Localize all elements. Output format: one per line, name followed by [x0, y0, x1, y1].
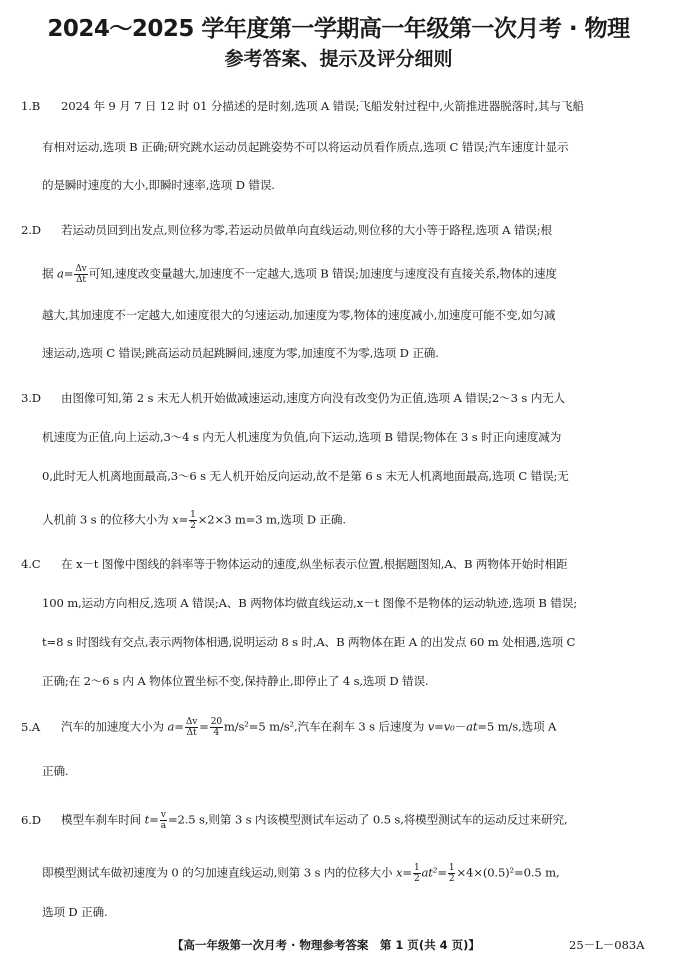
fraction-one-half: $\frac{1}{2}$	[190, 510, 196, 531]
fraction-one-half: $\frac{1}{2}$	[448, 863, 455, 884]
q5-line-1: 5.A 汽车的加速度大小为 a= $\frac{\Delta v}{\Delta t}$ = $\frac{20}{4}$ m/s²=5 m/s²,汽车在刹车 3 s 后速度为 v=v₀－at=5 m/s,选项 A	[21, 717, 557, 738]
q4-line-2: 100 m,运动方向相反,选项 A 错误;A、B 两物体均做直线运动,x－t 图像不是物体的运动轨迹,选项 B 错误;	[42, 596, 577, 610]
q3-line-3: 0,此时无人机离地面最高,3～6 s 无人机开始反向运动,故不是第 6 s 末无人机离地面最高,选项 C 错误;无	[42, 469, 569, 483]
q6-line-3: 选项 D 正确.	[42, 905, 108, 919]
fraction-v-a: $\frac{v}{a}$	[160, 810, 166, 831]
q4-line-4: 正确;在 2～6 s 内 A 物体位置坐标不变,保持静止,即停止了 4 s,选项 D 错误.	[42, 674, 429, 688]
q3-line-4: 人机前 3 s 的位移大小为 x= $\frac{1}{2}$ ×2×3 m=3 m,选项 D 正确.	[42, 510, 346, 531]
q2-line-4: 速运动,选项 C 错误;跳高运动员起跳瞬间,速度为零,加速度不为零,选项 D 正确.	[42, 346, 439, 360]
q1-number: 1.B	[21, 99, 41, 113]
fraction-twenty-four: $\frac{20}{4}$	[210, 717, 222, 738]
q5-number: 5.A	[21, 719, 40, 734]
q2-number: 2.D	[21, 223, 41, 237]
q1-line-1: 1.B 2024 年 9 月 7 日 12 时 01 分描述的是时刻,选项 A 错误;飞船发射过程中,火箭推进器脱落时,其与飞船	[21, 99, 584, 113]
q6-line-1: 6.D 模型车刹车时间 t= $\frac{v}{a}$ =2.5 s,则第 3 s 内该模型测试车运动了 0.5 s,将模型测试车的运动反过来研究,	[21, 810, 568, 831]
q4-line-1: 4.C 在 x－t 图像中图线的斜率等于物体运动的速度,纵坐标表示位置,根据题图知,A、B 两物体开始时相距	[21, 557, 568, 571]
q3-line-2: 机速度为正值,向上运动,3～4 s 内无人机速度为负值,向下运动,选项 B 错误;物体在 3 s 时正向速度减为	[42, 430, 562, 444]
q4-number: 4.C	[21, 557, 41, 571]
page-footer: 【高一年级第一次月考 · 物理参考答案 第 1 页(共 4 页)】	[172, 938, 480, 952]
fraction-dv-dt: $\frac{\Delta v}{\Delta t}$	[185, 717, 198, 738]
q4-line-3: t=8 s 时图线有交点,表示两物体相遇,说明运动 8 s 时,A、B 两物体在距 A 的出发点 60 m 处相遇,选项 C	[42, 635, 576, 649]
q2-line-2: 据 a= $\frac{\Delta v}{\Delta t}$ 可知,速度改变量越大,加速度不一定越大,选项 B 错误;加速度与速度没有直接关系,物体的速度	[42, 264, 557, 285]
page-title: 2024～2025 学年度第一学期高一年级第一次月考 · 物理	[47, 16, 630, 42]
fraction-dv-dt: $\frac{\Delta v}{\Delta t}$	[75, 264, 87, 285]
page-subtitle: 参考答案、提示及评分细则	[224, 48, 453, 70]
q5-line-2: 正确.	[42, 764, 69, 778]
q1-line-3: 的是瞬时速度的大小,即瞬时速率,选项 D 错误.	[42, 178, 275, 192]
q3-line-1: 3.D 由图像可知,第 2 s 末无人机开始做减速运动,速度方向没有改变仍为正值,选项 A 错误;2～3 s 内无人	[21, 391, 566, 405]
q6-number: 6.D	[21, 812, 41, 827]
document-code: 25－L－083A	[569, 938, 645, 952]
q1-line-2: 有相对运动,选项 B 正确;研究跳水运动员起跳姿势不可以将运动员看作质点,选项 C 错误;汽车速度计显示	[42, 140, 569, 154]
q6-line-2: 即模型测试车做初速度为 0 的匀加速直线运动,则第 3 s 内的位移大小 x= $\frac{1}{2}$ at²= $\frac{1}{2}$ ×4×(0.5)²=0.5 m,	[42, 863, 560, 884]
q3-number: 3.D	[21, 391, 41, 405]
q2-line-3: 越大,其加速度不一定越大,如速度很大的匀速运动,加速度为零,物体的速度减小,加速度可能不变,如匀减	[42, 308, 556, 322]
q2-line-1: 2.D 若运动员回到出发点,则位移为零,若运动员做单向直线运动,则位移的大小等于路程,选项 A 错误;根	[21, 223, 552, 237]
fraction-one-half: $\frac{1}{2}$	[413, 863, 420, 884]
